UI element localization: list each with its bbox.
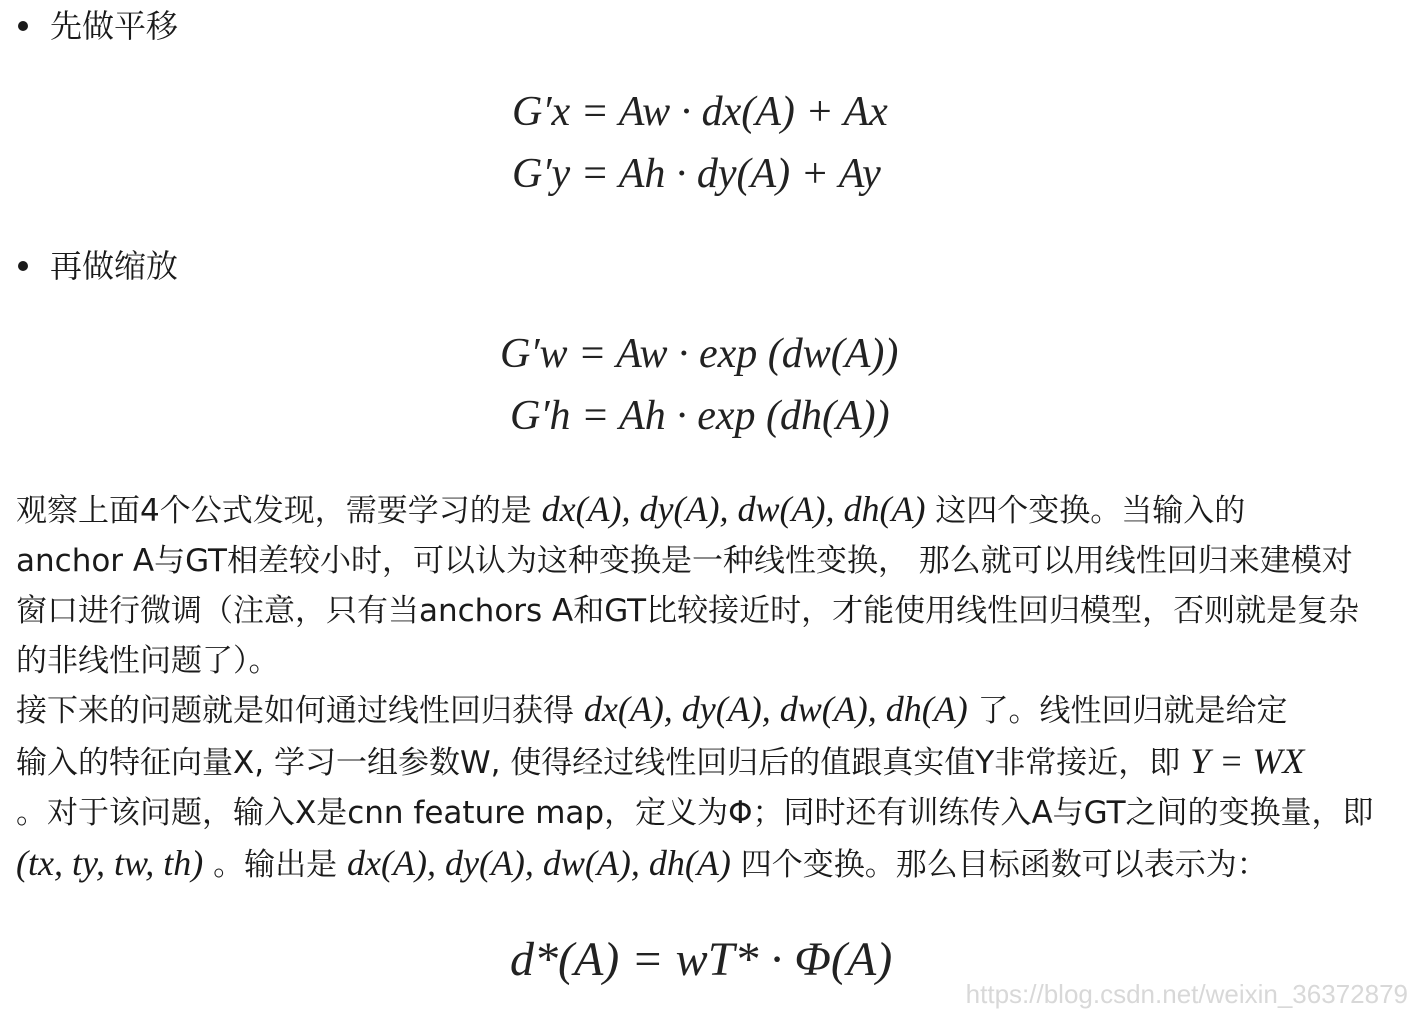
text-span: 输入的特征向量X, 学习一组参数W, 使得经过线性回归后的值跟真实值Y非常接近，即 [16,745,1181,781]
text-span: 。输出是 [213,847,338,883]
objective-formula-text: d*(A) = wT* · Φ(A) [510,933,893,986]
formula-gh-text: G′h = Ah · exp (dh(A)) [510,393,890,439]
paragraph-line: 窗口进行微调（注意，只有当anchors A和GT比较接近时，才能使用线性回归模型，否则就是复杂 [16,593,1360,629]
text-span: 这四个变换。当输入的 [935,493,1246,529]
formula-gx-text: G′x = Aw · dx(A) + Ax [512,89,888,135]
paragraph-line: 的非线性问题了）。 [16,643,280,679]
bullet-scaling [18,246,178,286]
formula-gy-text: G′y = Ah · dy(A) + Ay [512,151,881,197]
text-span: 接下来的问题就是如何通过线性回归获得 [16,693,574,729]
bullet-translation [18,6,178,46]
math-inline: dx(A), dy(A), dw(A), dh(A) [541,489,926,529]
paragraph-line: anchor A与GT相差较小时，可以认为这种变换是一种线性变换， 那么就可以用线性回归来建模对 [16,543,1353,579]
math-inline: Y = WX [1190,741,1305,781]
paragraph-observation [16,484,1406,686]
paragraph-line [16,484,1406,536]
paragraph-line [16,684,1406,736]
math-inline: dx(A), dy(A), dw(A), dh(A) [583,689,968,729]
text-span: 了。线性回归就是给定 [977,693,1288,729]
math-inline: (tx, ty, tw, th) [16,843,204,883]
formula-gx [512,88,888,136]
paragraph-line [16,838,1406,890]
watermark: https://blog.csdn.net/weixin_36372879 [965,979,1408,1009]
formula-gw-text: G′w = Aw · exp (dw(A)) [500,331,899,377]
bullet-translation-text: 先做平移 [50,7,179,45]
text-span: 观察上面4个公式发现，需要学习的是 [16,493,532,529]
paragraph-regression [16,684,1406,890]
text-span: 四个变换。那么目标函数可以表示为： [740,847,1268,883]
formula-gy [512,150,881,198]
bullet-scaling-text: 再做缩放 [50,247,179,285]
math-inline: dx(A), dy(A), dw(A), dh(A) [347,843,731,883]
bullet-dot-icon [18,261,28,271]
formula-gh [510,392,890,440]
paragraph-line: 。对于该问题，输入X是cnn feature map，定义为Φ；同时还有训练传入A与GT之间的变换量，即 [16,795,1374,831]
formula-gw [500,330,898,378]
paragraph-line [16,736,1406,788]
bullet-dot-icon [18,21,28,31]
objective-formula [510,932,892,987]
